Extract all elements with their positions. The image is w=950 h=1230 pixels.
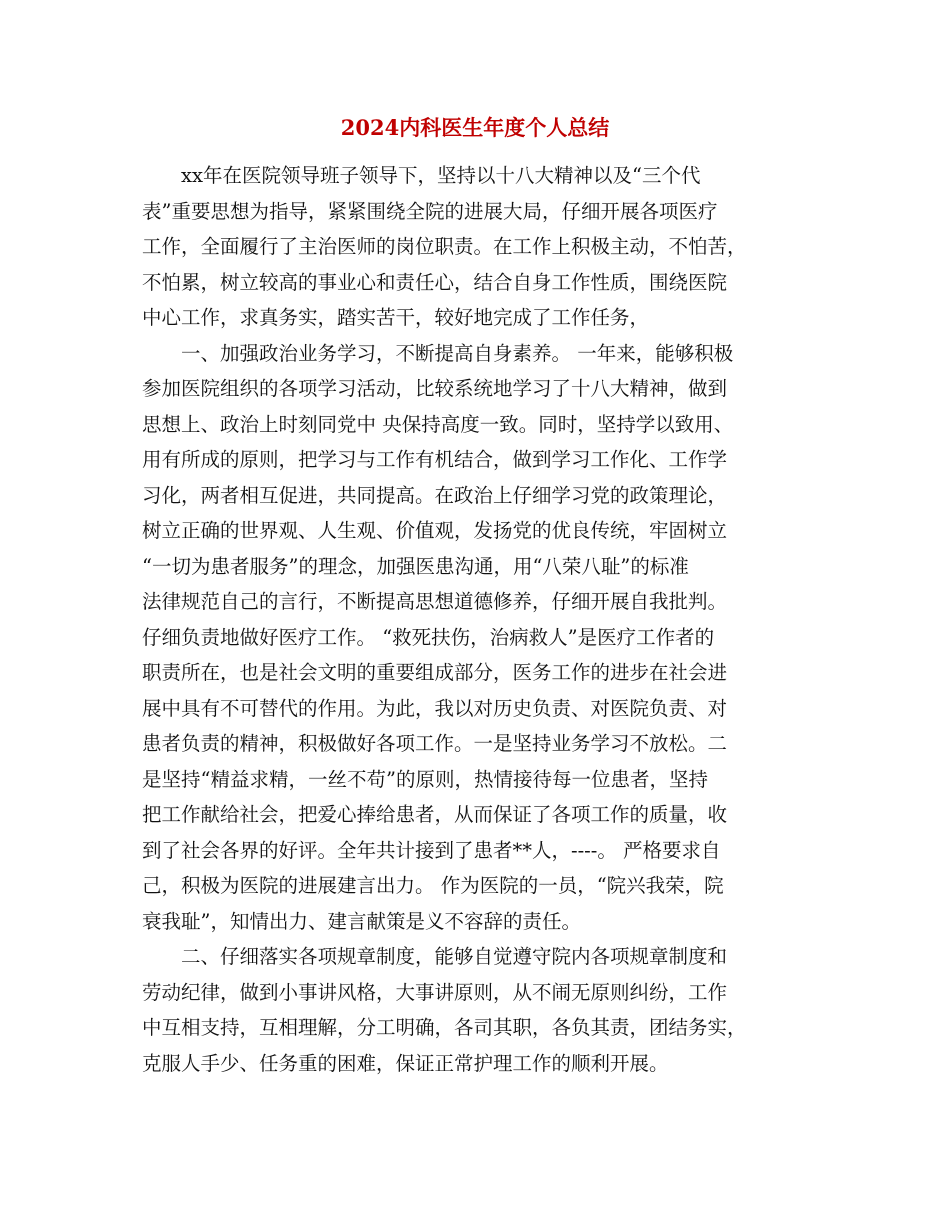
paragraph-line: 中心工作，求真务实，踏实苦干，较好地完成了工作任务，	[142, 306, 650, 329]
paragraph-line: 思想上、政治上时刻同党中 央保持高度一致。同时，坚持学以致用、	[142, 412, 734, 436]
paragraph-line: 树立正确的世界观、人生观、价值观，发扬党的优良传统，牢固树立	[142, 519, 728, 542]
paragraph-line: xx年在医院领导班子领导下，坚持以十八大精神以及“三个代	[181, 164, 701, 187]
paragraph-line: 到了社会各界的好评。全年共计接到了患者**人，----。 严格要求自	[142, 838, 721, 862]
paragraph-line: 劳动纪律，做到小事讲风格，大事讲原则，从不闹无原则纠纷，工作	[142, 980, 728, 1004]
paragraph	[142, 336, 810, 940]
paragraph-line: 工作，全面履行了主治医师的岗位职责。在工作上积极主动，不怕苦，	[142, 235, 747, 258]
paragraph	[142, 939, 810, 1081]
paragraph-line: 患者负责的精神，积极做好各项工作。一是坚持业务学习不放松。二	[142, 732, 728, 755]
paragraph-line: 己，积极为医院的进展建言出力。 作为医院的一员，“院兴我荣，院	[142, 874, 724, 897]
paragraph-line: 中互相支持，互相理解，分工明确，各司其职，各负其责，团结务实，	[142, 1016, 747, 1039]
paragraph-line: 职责所在，也是社会文明的重要组成部分，医务工作的进步在社会进	[142, 661, 728, 684]
paragraph-line: 展中具有不可替代的作用。为此，我以对历史负责、对医院负责、对	[142, 696, 728, 720]
paragraph-line: 参加医院组织的各项学习活动，比较系统地学习了十八大精神，做到	[142, 377, 728, 400]
paragraph-line: 习化，两者相互促进，共同提高。在政治上仔细学习党的政策理论，	[142, 483, 728, 507]
paragraph-line: 衰我耻”，知情出力、建言献策是义不容辞的责任。	[142, 909, 581, 933]
paragraph-line: 二、仔细落实各项规章制度，能够自觉遵守院内各项规章制度和	[181, 945, 728, 968]
paragraph-line: 表”重要思想为指导，紧紧围绕全院的进展大局，仔细开展各项医疗	[142, 199, 718, 223]
paragraph-line: 一、加强政治业务学习，不断提高自身素养。 一年来，能够积极	[181, 341, 734, 365]
paragraph-line: 是坚持“精益求精，一丝不苟”的原则，热情接待每一位患者，坚持	[142, 767, 708, 791]
paragraph-line: 不怕累，树立较高的事业心和责任心，结合自身工作性质，围绕医院	[142, 270, 728, 294]
paragraph-line: 克服人手少、任务重的困难，保证正常护理工作的顺利开展。	[142, 1051, 669, 1075]
document-body	[142, 158, 810, 1081]
paragraph-line: “一切为患者服务”的理念，加强医患沟通，用“八荣八耻”的标准	[142, 554, 689, 578]
paragraph-line: 仔细负责地做好医疗工作。 “救死扶伤，治病救人”是医疗工作者的	[142, 625, 715, 649]
paragraph-line: 把工作献给社会，把爱心捧给患者，从而保证了各项工作的质量，收	[142, 803, 728, 826]
paragraph	[142, 158, 810, 336]
document-title: 2024内科医生年度个人总结	[340, 115, 610, 140]
paragraph-line: 法律规范自己的言行，不断提高思想道德修养，仔细开展自我批判。	[142, 590, 728, 613]
paragraph-line: 用有所成的原则，把学习与工作有机结合，做到学习工作化、工作学	[142, 448, 728, 471]
